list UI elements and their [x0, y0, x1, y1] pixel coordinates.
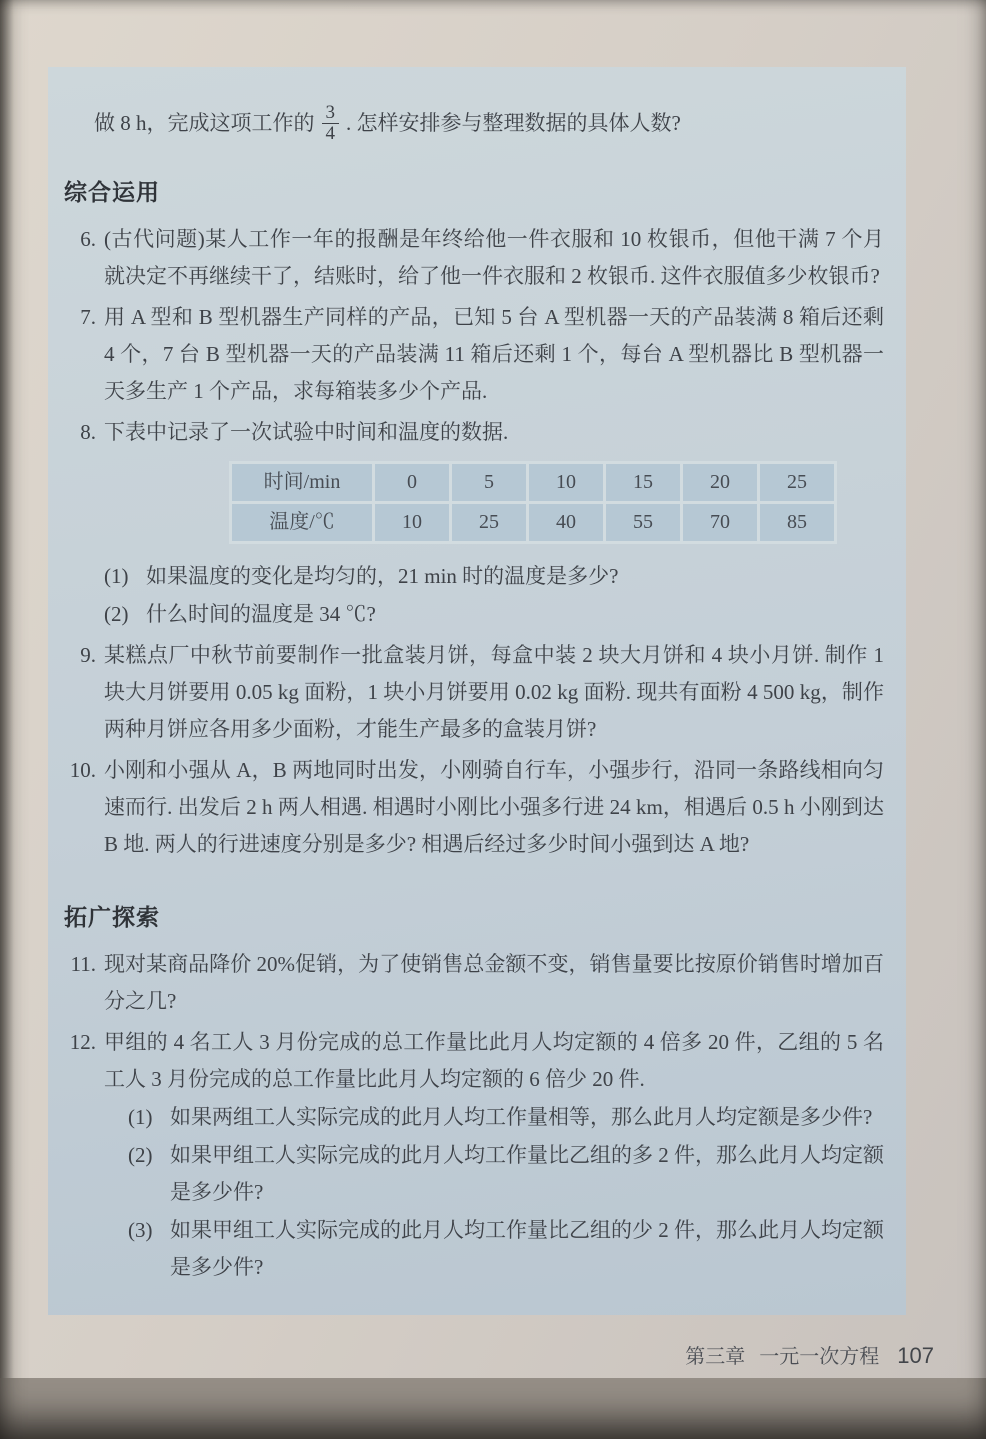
table-cell: 0 [375, 464, 449, 501]
problem-text: 现对某商品降价 20%促销，为了使销售总金额不变，销售量要比按原价销售时增加百分之几? [104, 951, 884, 1013]
subitem-number: (3) [128, 1217, 153, 1242]
problem-number: 10. [69, 757, 96, 782]
problem-text: 下表中记录了一次试验中时间和温度的数据. [104, 419, 509, 444]
table-cell: 25 [760, 464, 834, 501]
subitem-number: (2) [104, 601, 129, 626]
problem-text: (古代问题)某人工作一年的报酬是年终给他一件衣服和 10 枚银币，但他干满 7 个月就决定不再继续干了，结账时，给了他一件衣服和 2 枚银币. 这件衣服值多少枚银币? [104, 226, 884, 288]
table-cell: 10 [375, 504, 449, 541]
table-row-time [232, 464, 834, 501]
subitem-number: (1) [104, 563, 129, 588]
subitem-text: 什么时间的温度是 34 ℃? [146, 601, 376, 626]
problem-8-subitem-2 [104, 596, 884, 633]
footer-book-title: 一元一次方程 [759, 1346, 880, 1368]
problem-number: 11. [70, 951, 96, 976]
problem-8-subitem-1 [104, 558, 884, 595]
problem-text: 甲组的 4 名工人 3 月份完成的总工作量比此月人均定额的 4 倍多 20 件，乙组的 5 名工人 3 月份完成的总工作量比此月人均定额的 6 倍少 20 件. [104, 1029, 884, 1091]
exercise-panel [48, 67, 906, 1315]
problem-8 [66, 414, 884, 633]
subitem-number: (2) [128, 1142, 153, 1167]
subitem-number: (1) [128, 1104, 153, 1129]
fraction-numerator: 3 [325, 102, 335, 123]
section-title-comprehensive: 综合运用 [64, 178, 160, 205]
page-footer [685, 1340, 934, 1369]
table-header-time: 时间/min [232, 464, 372, 501]
fraction-denominator: 4 [322, 123, 340, 144]
table-header-temperature: 温度/℃ [232, 504, 372, 541]
intro-text-before: 做 8 h，完成这项工作的 [94, 110, 315, 135]
problem-12-subitem-1 [128, 1099, 884, 1136]
table-cell: 10 [529, 464, 603, 501]
problem-10 [66, 752, 884, 863]
subitem-text: 如果甲组工人实际完成的此月人均工作量比乙组的少 2 件，那么此月人均定额是多少件? [170, 1217, 884, 1279]
table-cell: 5 [452, 464, 526, 501]
table-cell: 55 [606, 504, 680, 541]
problem-number: 6. [80, 226, 96, 251]
intro-text-after: . 怎样安排参与整理数据的具体人数? [346, 110, 681, 135]
table-cell: 25 [452, 504, 526, 541]
problem-9 [66, 637, 884, 748]
section-title-exploration: 拓广探索 [64, 903, 160, 930]
problem-number: 8. [80, 419, 96, 444]
problem-12-subitem-2 [128, 1137, 884, 1211]
subitem-text: 如果甲组工人实际完成的此月人均工作量比乙组的多 2 件，那么此月人均定额是多少件? [170, 1142, 884, 1204]
problem-text: 小刚和小强从 A，B 两地同时出发，小刚骑自行车，小强步行，沿同一条路线相向匀速而行. 出发后 2 h 两人相遇. 相遇时小刚比小强多行进 24 km，相遇后 0.5 h 小刚到达 B 地. 两人的行进速度分别是多少? 相遇后经过多少时间小强到达 A 地? [104, 757, 884, 856]
subitem-text: 如果温度的变化是均匀的，21 min 时的温度是多少? [146, 563, 619, 588]
subitem-text: 如果两组工人实际完成的此月人均工作量相等，那么此月人均定额是多少件? [170, 1104, 873, 1129]
table-cell: 40 [529, 504, 603, 541]
problem-11 [66, 946, 884, 1020]
table-cell: 85 [760, 504, 834, 541]
problem-number: 9. [80, 642, 96, 667]
problem-12-subitem-3 [128, 1212, 884, 1286]
problem-7 [66, 299, 884, 410]
problem-number: 12. [69, 1029, 96, 1054]
temperature-data-table [229, 461, 837, 544]
table-cell: 70 [683, 504, 757, 541]
intro-line [94, 103, 884, 144]
problem-text: 某糕点厂中秋节前要制作一批盒装月饼，每盒中装 2 块大月饼和 4 块小月饼. 制作 1 块大月饼要用 0.05 kg 面粉，1 块小月饼要用 0.02 kg 面粉. 现共有面粉 4 500 kg，制作两种月饼应各用多少面粉，才能生产最多的盒装月饼? [104, 642, 884, 741]
footer-page-number: 107 [897, 1343, 934, 1368]
problem-text: 用 A 型和 B 型机器生产同样的产品，已知 5 台 A 型机器一天的产品装满 8 箱后还剩 4 个，7 台 B 型机器一天的产品装满 11 箱后还剩 1 个，每台 A 型机器比 B 型机器一天多生产 1 个产品，求每箱装多少个产品. [104, 304, 884, 403]
footer-chapter: 第三章 [685, 1346, 746, 1368]
problem-6 [66, 221, 884, 295]
problem-number: 7. [80, 304, 96, 329]
table-cell: 20 [683, 464, 757, 501]
table-cell: 15 [606, 464, 680, 501]
table-row-temperature [232, 504, 834, 541]
fraction-three-fourths [322, 103, 340, 144]
problem-12 [66, 1024, 884, 1286]
